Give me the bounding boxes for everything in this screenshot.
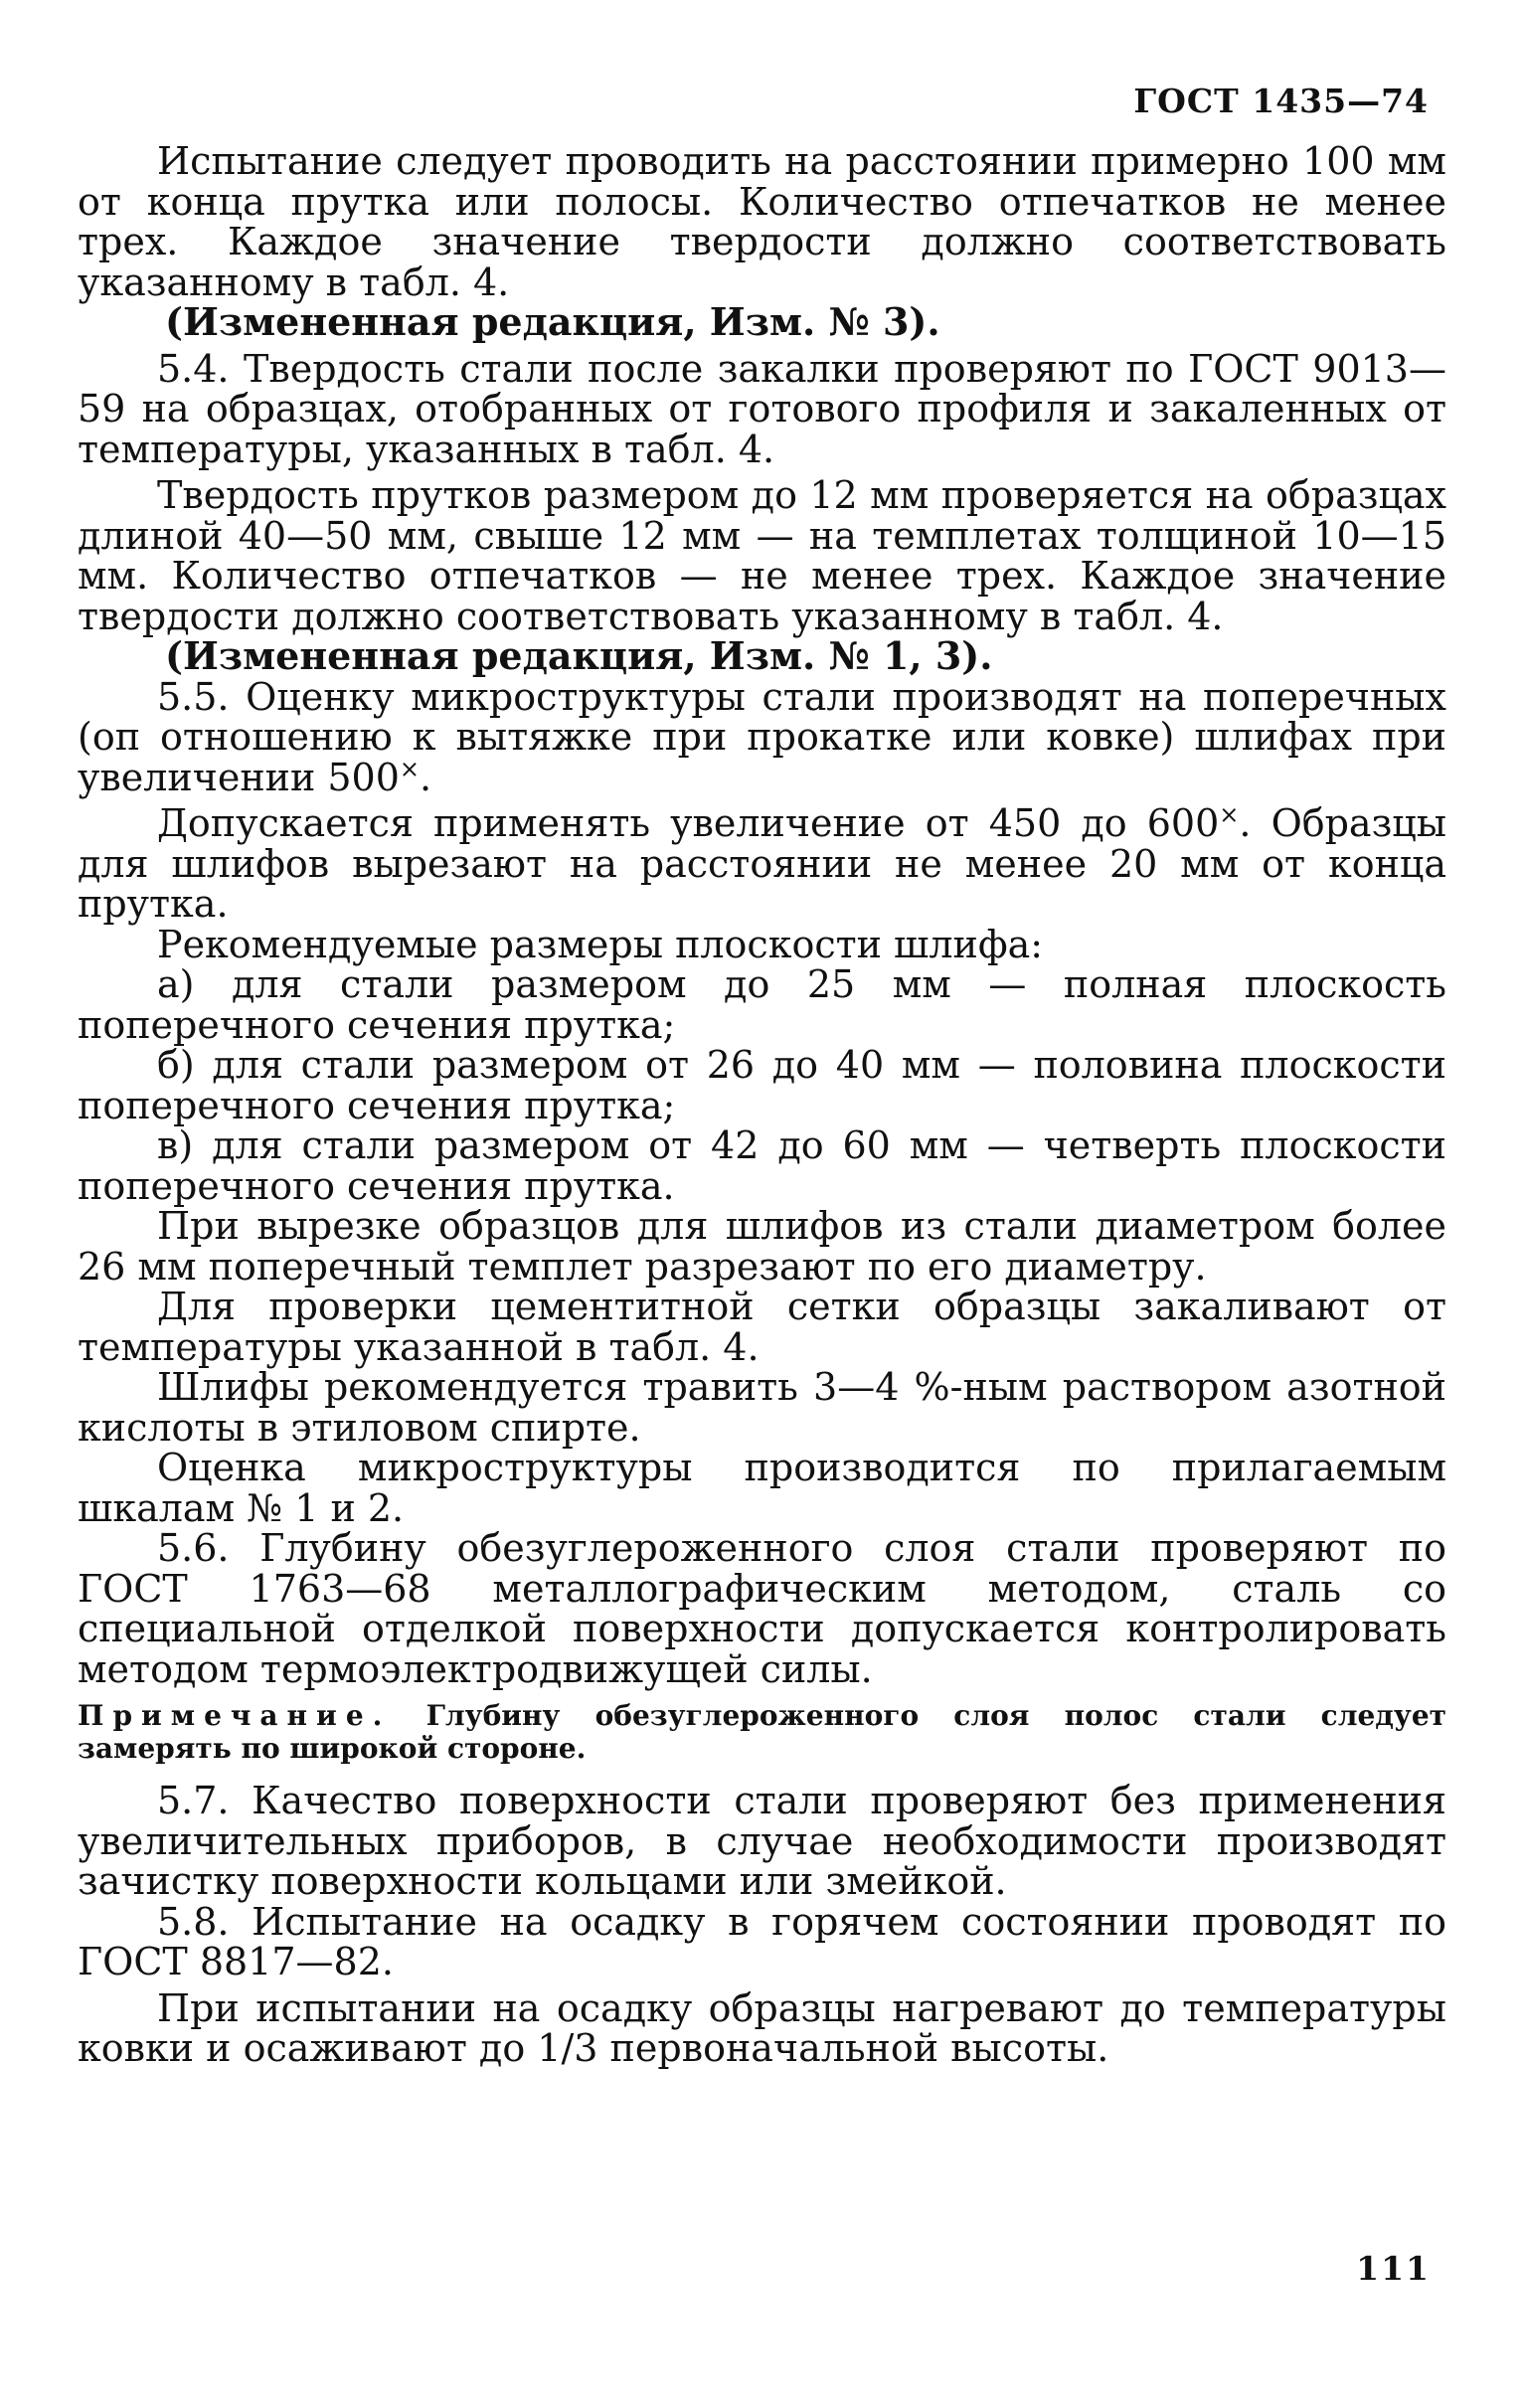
fraction: 1/3 xyxy=(537,2026,598,2070)
paragraph-text: При испытании на осадку образцы нагревают до температуры ковки и осаживают до xyxy=(78,1985,1446,2070)
page-number: 111 xyxy=(1356,2249,1431,2288)
magnification-mark: × xyxy=(399,754,421,782)
paragraph: Для проверки цементитной сетки образцы закаливают от температуры указанной в табл. 4. xyxy=(78,1285,1446,1369)
paragraph-text: Допускается применять увеличение от 450 до 600 xyxy=(157,801,1220,845)
list-item: б) для стали размером от 26 до 40 мм — половина плоскости поперечного сечения прутка; xyxy=(78,1043,1446,1127)
paragraph-text: первоначальной высоты. xyxy=(609,2026,1109,2070)
magnification-mark: × xyxy=(1219,800,1240,829)
revision-note: (Измененная редакция, Изм. № 1, 3). xyxy=(165,633,993,678)
paragraph: При вырезке образцов для шлифов из стали диаметром более 26 мм поперечный темплет разрезают по его диаметру. xyxy=(78,1204,1446,1289)
paragraph-text: 5.5. Оценку микроструктуры стали производят на поперечных (оп отношению к вытяжке при прокатке или ковке) шлифах при увеличении 500 xyxy=(78,674,1446,799)
note-text: Глубину обезуглероженного слоя полос стали следует замерять по широкой стороне. xyxy=(78,1699,1447,1765)
list-item: в) для стали размером от 42 до 60 мм — четверть плоскости поперечного сечения прутка. xyxy=(78,1123,1446,1208)
paragraph: 5.8. Испытание на осадку в горячем состоянии проводят по ГОСТ 8817—82. xyxy=(78,1899,1446,1983)
note-label: Примечание. xyxy=(78,1699,392,1732)
paragraph: Испытание следует проводить на расстоянии примерно 100 мм от конца прутка или полосы. Количество отпечатков не менее трех. Каждое значение твердости должно соответствовать указанному в табл. 4. xyxy=(78,139,1446,304)
note xyxy=(78,1699,1446,1765)
paragraph: Шлифы рекомендуется травить 3—4 %-ным раствором азотной кислоты в этиловом спирте. xyxy=(78,1365,1446,1450)
paragraph-text: Образцы для шлифов вырезают на расстоянии не менее 20 мм от конца прутка. xyxy=(78,801,1446,926)
paragraph: 5.6. Глубину обезуглероженного слоя стали проверяют по ГОСТ 1763—68 металлографическим методом, сталь со специальной отделкой поверхности допускается контролировать методом термоэлектродвижущей силы. xyxy=(78,1526,1446,1691)
paragraph: Допускается применять увеличение от 450 до 600×. Образцы для шлифов вырезают на расстоянии не менее 20 мм от конца прутка. xyxy=(78,800,1446,926)
paragraph: Твердость прутков размером до 12 мм проверяется на образцах длиной 40—50 мм, свыше 12 мм — на темплетах толщиной 10—15 мм. Количество отпечатков — не менее трех. Каждое значение твердости должно соответствовать указанному в табл. 4. xyxy=(78,473,1446,638)
list-item: а) для стали размером до 25 мм — полная плоскость поперечного сечения прутка; xyxy=(78,962,1446,1047)
document-header: ГОСТ 1435—74 xyxy=(1133,82,1429,120)
document-body xyxy=(78,141,1446,2069)
paragraph: Оценка микроструктуры производится по прилагаемым шкалам № 1 и 2. xyxy=(78,1446,1446,1530)
paragraph xyxy=(78,1985,1446,2070)
paragraph: 5.4. Твердость стали после закалки проверяют по ГОСТ 9013—59 на образцах, отобранных от готового профиля и закаленных от температуры, указанных в табл. 4. xyxy=(78,346,1446,471)
revision-note: (Измененная редакция, Изм. № 3). xyxy=(165,299,940,344)
paragraph: 5.7. Качество поверхности стали проверяют без применения увеличительных приборов, в случае необходимости производят зачистку поверхности кольцами или змейкой. xyxy=(78,1779,1446,1903)
paragraph: 5.5. Оценку микроструктуры стали производят на поперечных (оп отношению к вытяжке при прокатке или ковке) шлифах при увеличении 500×. xyxy=(78,674,1446,799)
paragraph: Рекомендуемые размеры плоскости шлифа: xyxy=(157,922,1044,966)
